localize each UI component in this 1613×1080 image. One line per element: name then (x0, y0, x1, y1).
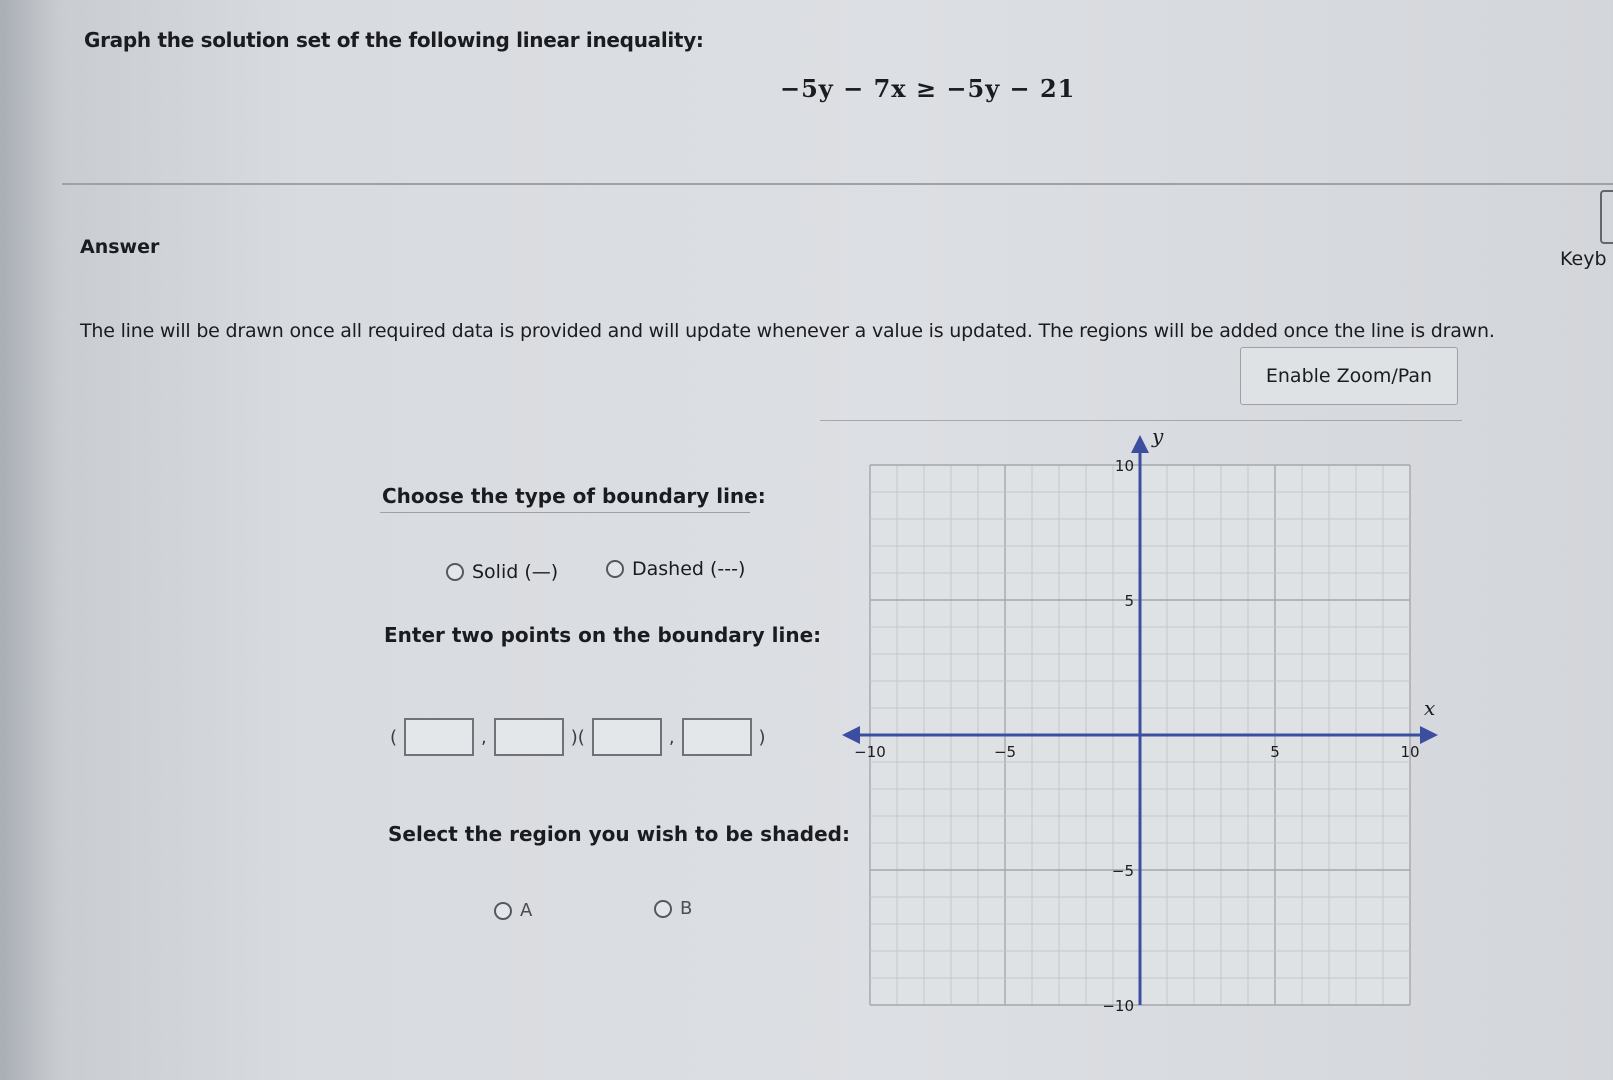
region-b-label: B (680, 898, 693, 919)
y-tick-label: 5 (1124, 592, 1134, 610)
boundary-type-label: Choose the type of boundary line: (382, 484, 766, 508)
boundary-label-underline (380, 512, 750, 513)
x-axis-arrow-left-icon (842, 726, 860, 744)
y-tick-label: −10 (1102, 997, 1134, 1015)
paren-separator: )( (570, 726, 585, 748)
x-tick-label: 5 (1270, 743, 1280, 761)
close-paren-2: ) (758, 726, 766, 748)
x-tick-label: −10 (854, 743, 886, 761)
region-b-option[interactable] (654, 898, 692, 919)
x-tick-label: −5 (993, 743, 1017, 761)
dashed-line-option[interactable] (606, 558, 745, 580)
keyboard-button[interactable]: Keyb (1560, 248, 1607, 270)
question-text: Graph the solution set of the following linear inequality: (84, 28, 704, 52)
y-axis-arrow-up-icon (1131, 435, 1149, 453)
region-a-option[interactable] (494, 900, 532, 921)
points-input-row (388, 718, 768, 756)
dashed-label: Dashed (---) (632, 558, 746, 580)
point1-x-input[interactable] (404, 718, 474, 756)
open-paren-1: ( (390, 726, 398, 748)
solid-label: Solid (—) (472, 561, 559, 583)
region-label: Select the region you wish to be shaded: (388, 822, 850, 846)
answer-label: Answer (80, 236, 160, 258)
x-axis-arrow-right-icon (1420, 726, 1438, 744)
region-b-radio[interactable] (654, 900, 672, 918)
dashed-radio[interactable] (606, 560, 624, 578)
y-axis-label: y (1152, 425, 1164, 448)
divider (62, 183, 1613, 185)
points-label: Enter two points on the boundary line: (384, 623, 822, 647)
y-tick-label: −5 (1111, 862, 1134, 880)
y-tick-label: 10 (1114, 457, 1134, 475)
point1-y-input[interactable] (494, 718, 564, 756)
graph-panel-border (820, 420, 1462, 421)
inequality: −5y − 7x ≥ −5y − 21 (780, 74, 1076, 103)
point2-x-input[interactable] (592, 718, 662, 756)
keyboard-icon[interactable] (1600, 190, 1613, 244)
x-axis-label: x (1424, 696, 1436, 720)
x-tick-label: 10 (1400, 743, 1420, 761)
enable-zoom-pan-button[interactable]: Enable Zoom/Pan (1240, 347, 1458, 405)
coordinate-graph[interactable] (840, 425, 1460, 1035)
comma-1: , (481, 726, 487, 748)
point2-y-input[interactable] (682, 718, 752, 756)
comma-2: , (668, 726, 675, 748)
region-a-radio[interactable] (494, 902, 512, 920)
solid-line-option[interactable] (446, 561, 558, 583)
solid-radio[interactable] (446, 563, 464, 581)
instructions: The line will be drawn once all required data is provided and will update whenever a value is updated. The regions will be added once the line is drawn. (80, 320, 1495, 342)
region-a-label: A (520, 900, 533, 921)
